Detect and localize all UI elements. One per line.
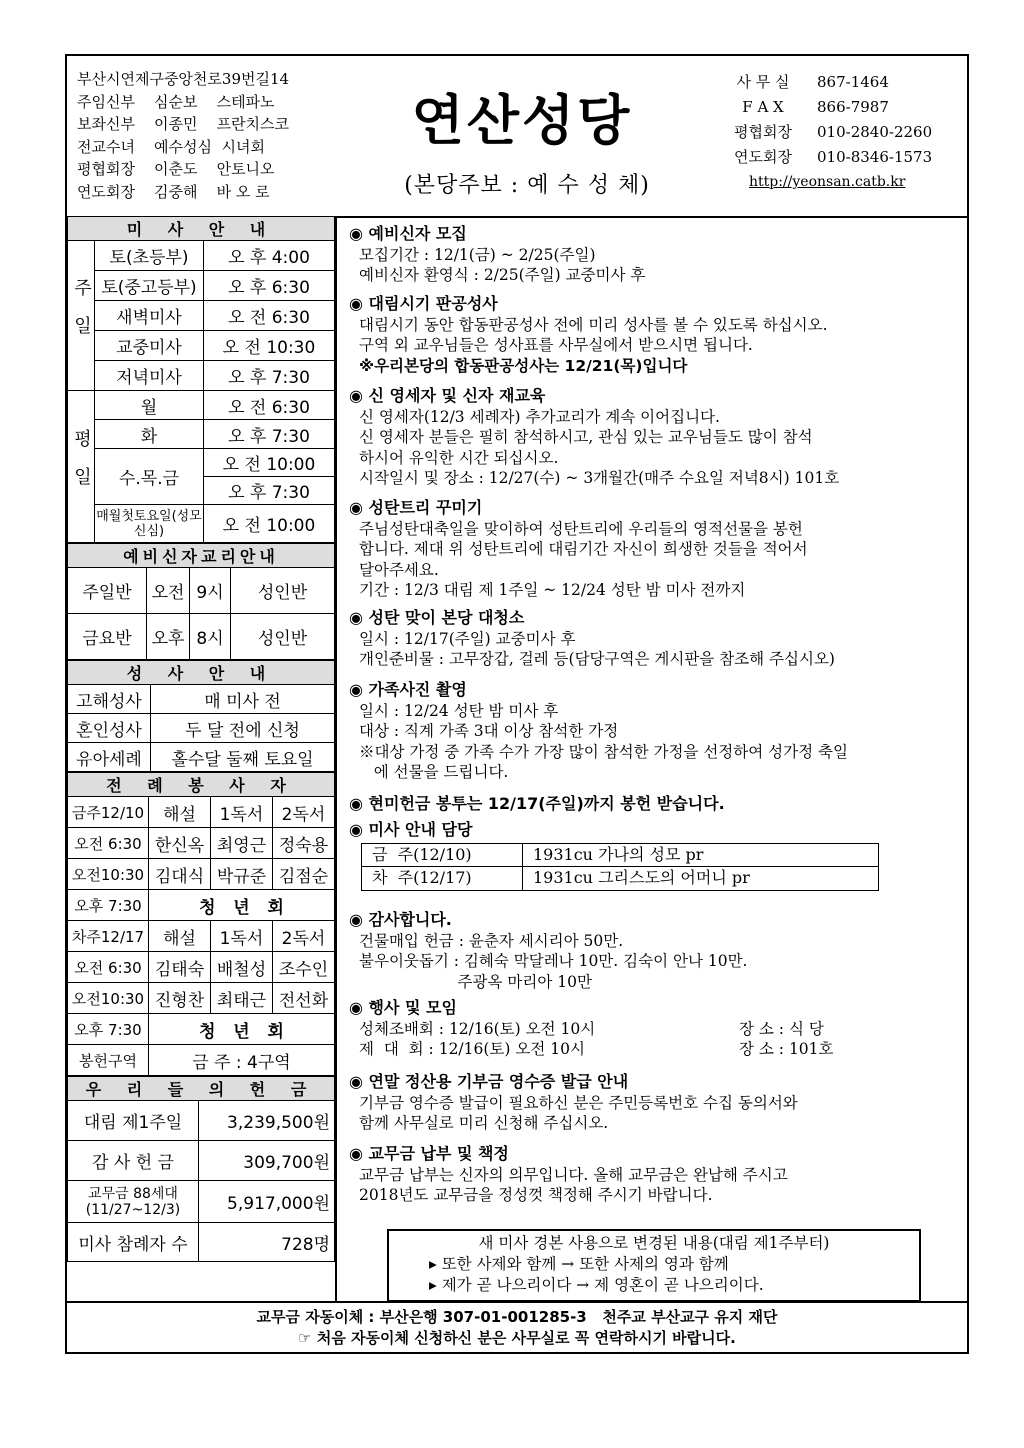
off-amount: 728명 [199, 1223, 335, 1262]
text-line: 에 선물을 드립니다. [359, 763, 509, 781]
text-line: 시작일시 및 장소 : 12/27(수) ~ 3개월간(매주 수요일 저녁8시) 101호 [359, 469, 840, 487]
serv-cell: 오전 6:30 [68, 828, 149, 859]
sac-info: 두 달 전에 신청 [151, 714, 335, 743]
section-tree [349, 498, 959, 601]
section-heading: ◉ 예비신자 모집 [349, 224, 467, 243]
text-line: 일시 : 12/17(주일) 교중미사 후 [359, 629, 576, 648]
page-title: 연산성당 [411, 89, 633, 152]
cat-target: 성인반 [231, 568, 335, 614]
header [67, 56, 967, 218]
mass-time: 오 후 7:30 [204, 477, 335, 505]
pastor: 주임신부 심순보 스테파노 [77, 92, 275, 111]
text-line: 일시 : 12/24 성탄 밤 미사 후 [359, 701, 559, 720]
guide-week: 차 주(12/17) [362, 867, 523, 891]
cat-ampm: 오후 [147, 614, 190, 660]
header-left-info [77, 68, 289, 203]
mass-name: 월 [95, 391, 204, 420]
serv-cell: 청 년 회 [149, 1014, 335, 1045]
mass-name: 교중미사 [95, 331, 204, 361]
left-column [67, 216, 337, 1301]
text-line: 신 영세자 분들은 필히 참석하시고, 관심 있는 교우님들도 많이 참석 [359, 428, 813, 446]
serv-cell: 차주12/17 [68, 921, 149, 952]
serv-cell: 한신옥 [149, 828, 211, 859]
text-line: 기부금 영수증 발급이 필요하신 분은 주민등록번호 수집 동의서와 [359, 1093, 798, 1112]
serv-cell: 김점순 [273, 859, 335, 890]
section-catechumen [349, 224, 959, 286]
header-contacts [709, 70, 932, 195]
notice-title: 새 미사 경본 사용으로 변경된 내용(대림 제1주부터) [478, 1234, 830, 1252]
serv-cell: 오후 7:30 [68, 1014, 149, 1045]
section-cleaning [349, 608, 959, 670]
text-line: 교무금 납부는 신자의 의무입니다. 올해 교무금은 완납해 주시고 [359, 1165, 788, 1184]
serv-cell: 봉헌구역 [68, 1045, 149, 1076]
bulletin-frame [65, 54, 969, 1354]
serv-cell: 오전10:30 [68, 859, 149, 890]
mass-time: 오 전 6:30 [204, 301, 335, 331]
text-line: 개인준비물 : 고무장갑, 걸레 등(담당구역은 게시판을 참조해 주십시오) [359, 650, 835, 668]
serv-cell: 전선화 [273, 983, 335, 1014]
serv-cell: 1독서 [211, 921, 273, 952]
section-heading: ◉ 연말 정산용 기부금 영수증 발급 안내 [349, 1072, 629, 1091]
text-line: ※우리본당의 합동판공성사는 12/21(목)입니다 [359, 356, 688, 375]
mass-time: 오 전 6:30 [204, 391, 335, 420]
mass-time: 오 후 7:30 [204, 361, 335, 391]
off-label: 미사 참례자 수 [68, 1223, 199, 1262]
text-line: 2018년도 교무금을 정성껏 책정해 주시기 바랍니다. [359, 1186, 713, 1204]
mass-time: 오 후 4:00 [204, 241, 335, 271]
event-text: 제 대 회 : 12/16(토) 오전 10시 [359, 1040, 585, 1058]
section-heading: ◉ 현미헌금 봉투는 12/17(주일)까지 봉헌 받습니다. [349, 794, 725, 813]
serv-cell: 김대식 [149, 859, 211, 890]
section-church-dues [349, 1144, 959, 1206]
address: 부산시연제구중앙천로39번길14 [77, 70, 290, 88]
guide-group: 1931cu 가나의 성모 pr [523, 843, 879, 867]
section-confession [349, 294, 959, 376]
section-heading: ◉ 교무금 납부 및 책정 [349, 1144, 509, 1163]
text-line: 대림시기 동안 합동판공성사 전에 미리 성사를 볼 수 있도록 하십시오. [359, 315, 828, 334]
page-subtitle: (본당주보 : 예 수 성 체) [404, 173, 650, 198]
serv-cell: 박규준 [211, 859, 273, 890]
catechism-table [67, 543, 335, 660]
mass-name: 수.목.금 [95, 449, 204, 505]
mass-table [67, 216, 335, 543]
sunday-label: 주일 [68, 241, 95, 391]
section-events [349, 998, 959, 1060]
guide-week: 금 주(12/10) [362, 843, 523, 867]
serv-cell: 오후 7:30 [68, 890, 149, 921]
section-rice-offering [349, 794, 959, 815]
sac-info: 매 미사 전 [151, 685, 335, 714]
text-line: 구역 외 교우님들은 성사표를 사무실에서 받으시면 됩니다. [359, 336, 753, 354]
yeondo-president: 연도회장 김중해 바 오 로 [77, 182, 270, 201]
text-line: 주님성탄대축일을 맞이하여 성탄트리에 우리들의 영적선물을 봉헌 [359, 519, 803, 538]
mass-time: 오 전 10:00 [204, 449, 335, 477]
section-heading: ◉ 감사합니다. [349, 910, 452, 929]
text-line: 예비신자 환영식 : 2/25(주일) 교중미사 후 [359, 266, 646, 284]
cat-ampm: 오전 [147, 568, 190, 614]
guide-table [361, 843, 879, 891]
section-donation-receipt [349, 1072, 959, 1134]
section-heading: ◉ 성탄 맞이 본당 대청소 [349, 608, 525, 627]
serv-cell: 진형찬 [149, 983, 211, 1014]
text-line: 불우이웃돕기 : 김혜숙 막달레나 10만. 김숙이 안나 10만. [359, 952, 748, 970]
event-place: 장 소 : 101호 [739, 1040, 834, 1058]
contact-label: 평협회장 [734, 123, 792, 141]
text-line: 기간 : 12/3 대림 제 1주일 ~ 12/24 성탄 밤 미사 전까지 [359, 581, 746, 599]
contact-label: F A X [742, 98, 784, 116]
sac-name: 고해성사 [68, 685, 151, 714]
mass-time: 오 전 10:00 [204, 505, 335, 543]
off-label: 감 사 헌 금 [68, 1141, 199, 1181]
contact-value: 010-8346-1573 [817, 148, 933, 166]
event-text: 성체조배회 : 12/16(토) 오전 10시 [359, 1019, 596, 1038]
cat-class: 금요반 [68, 614, 147, 660]
mass-name: 토(초등부) [95, 241, 204, 271]
serv-cell: 금주12/10 [68, 797, 149, 828]
text-line: 함께 사무실로 미리 신청해 주십시오. [359, 1114, 609, 1132]
guide-group: 1931cu 그리스도의 어머니 pr [523, 867, 879, 891]
contact-value: 010-2840-2260 [817, 123, 933, 141]
off-label: 교무금 88세대 (11/27~12/3) [68, 1181, 199, 1223]
text-line: 달아주세요. [359, 560, 439, 579]
serv-cell: 배철성 [211, 952, 273, 983]
mass-name: 새벽미사 [95, 301, 204, 331]
serv-cell: 금 주 : 4구역 [149, 1045, 335, 1076]
cat-class: 주일반 [68, 568, 147, 614]
mass-title: 미 사 안 내 [68, 217, 335, 241]
serv-cell: 조수인 [273, 952, 335, 983]
sacrament-title: 성 사 안 내 [68, 661, 335, 685]
mass-name: 매월첫토요일(성모신심) [95, 505, 204, 543]
cat-time: 9시 [190, 568, 231, 614]
text-line: 주광옥 마리아 10만 [359, 972, 592, 991]
mass-time: 오 후 6:30 [204, 271, 335, 301]
off-label: 대림 제1주일 [68, 1101, 199, 1141]
section-heading: ◉ 미사 안내 담당 [349, 820, 473, 839]
text-line: 합니다. 제대 위 성탄트리에 대림기간 자신이 희생한 것들을 적어서 [359, 540, 808, 558]
serv-cell: 정숙용 [273, 828, 335, 859]
mass-name: 화 [95, 420, 204, 449]
cat-time: 8시 [190, 614, 231, 660]
section-heading: ◉ 성탄트리 꾸미기 [349, 498, 483, 517]
off-amount: 5,917,000원 [199, 1181, 335, 1223]
serv-cell: 해설 [149, 921, 211, 952]
text-line: 모집기간 : 12/1(금) ~ 2/25(주일) [359, 245, 596, 264]
section-thanks [349, 910, 959, 992]
sac-name: 혼인성사 [68, 714, 151, 743]
section-heading: ◉ 대림시기 판공성사 [349, 294, 498, 313]
contact-value: 866-7987 [817, 98, 889, 116]
website-link[interactable]: http://yeonsan.catb.kr [749, 174, 906, 190]
off-amount: 309,700원 [199, 1141, 335, 1181]
serv-cell: 오전10:30 [68, 983, 149, 1014]
footer-line: ☞ 처음 자동이체 신청하신 분은 사무실로 꼭 연락하시기 바랍니다. [298, 1329, 736, 1347]
text-line: 건물매입 헌금 : 윤춘자 세시리아 50만. [359, 931, 624, 950]
section-family-photo [349, 680, 959, 783]
section-neophyte [349, 386, 959, 489]
serv-cell: 1독서 [211, 797, 273, 828]
event-place: 장 소 : 식 당 [739, 1019, 824, 1038]
section-mass-guide [349, 820, 959, 891]
serv-cell: 김태숙 [149, 952, 211, 983]
section-heading: ◉ 신 영세자 및 신자 재교육 [349, 386, 546, 405]
serv-cell: 오전 6:30 [68, 952, 149, 983]
serv-cell: 해설 [149, 797, 211, 828]
assistant-pastor: 보좌신부 이종민 프란치스코 [77, 115, 290, 133]
text-line: 신 영세자(12/3 세례자) 추가교리가 계속 이어집니다. [359, 407, 720, 426]
mass-time: 오 전 10:30 [204, 331, 335, 361]
mass-time: 오 후 7:30 [204, 420, 335, 449]
notice-line: ▸ 또한 사제와 함께 → 또한 사제의 영과 함께 [429, 1255, 729, 1273]
servers-title: 전 례 봉 사 자 [68, 773, 335, 797]
text-line: 하시어 유익한 시간 되십시오. [359, 448, 559, 467]
serv-cell: 2독서 [273, 921, 335, 952]
serv-cell: 최영근 [211, 828, 273, 859]
serv-cell: 2독서 [273, 797, 335, 828]
mass-name: 저녁미사 [95, 361, 204, 391]
main-column [337, 216, 967, 1301]
off-amount: 3,239,500원 [199, 1101, 335, 1141]
contact-label: 연도회장 [734, 148, 792, 166]
section-heading: ◉ 가족사진 촬영 [349, 680, 467, 699]
offering-title: 우 리 들 의 헌 금 [68, 1077, 335, 1101]
section-heading: ◉ 행사 및 모임 [349, 998, 457, 1017]
serv-cell: 최태근 [211, 983, 273, 1014]
sac-name: 유아세례 [68, 743, 151, 772]
missal-change-notice [387, 1229, 921, 1302]
text-line: 대상 : 직계 가족 3대 이상 참석한 가정 [359, 722, 619, 740]
weekday-label: 평일 [68, 391, 95, 543]
catechism-title: 예비신자교리안내 [68, 544, 335, 568]
cat-target: 성인반 [231, 614, 335, 660]
sacrament-table [67, 660, 335, 772]
council-president: 평협회장 이춘도 안토니오 [77, 160, 275, 178]
notice-line: ▸ 제가 곧 나으리이다 → 제 영혼이 곧 나으리이다. [429, 1276, 764, 1294]
offering-table [67, 1076, 335, 1262]
footer-line: 교무금 자동이체 : 부산은행 307-01-001285-3 천주교 부산교구 유지 재단 [256, 1308, 778, 1326]
mass-name: 토(중고등부) [95, 271, 204, 301]
text-line: ※대상 가정 중 가족 수가 가장 많이 참석한 가정을 선정하여 성가정 축일 [359, 742, 848, 761]
footer [67, 1301, 967, 1352]
sisters: 전교수녀 예수성심 시녀회 [77, 137, 265, 156]
contact-label: 사 무 실 [736, 73, 790, 91]
serv-cell: 청 년 회 [149, 890, 335, 921]
sac-info: 홀수달 둘째 토요일 [151, 743, 335, 772]
servers-table [67, 772, 335, 1076]
contact-value: 867-1464 [817, 73, 889, 91]
